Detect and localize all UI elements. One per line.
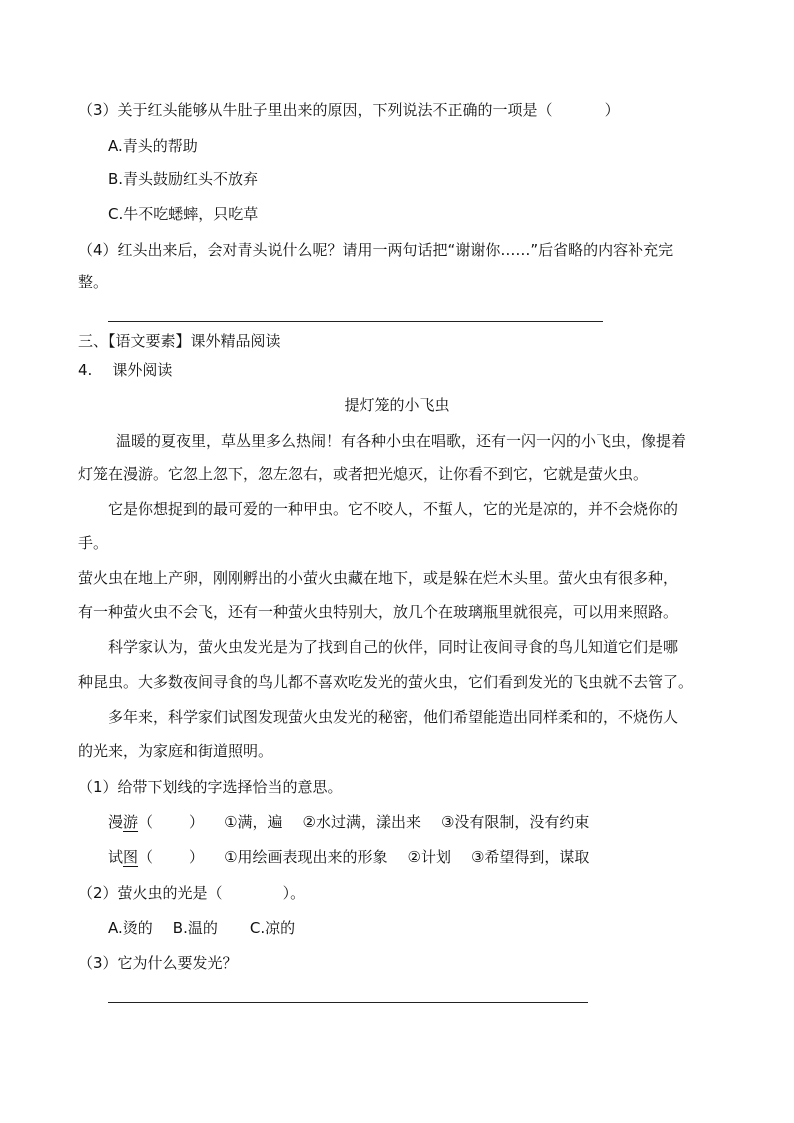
item-heading: [78, 360, 172, 380]
sub2-options: [108, 918, 295, 938]
paren-open: （: [138, 848, 154, 866]
word-manyou: 漫游: [108, 813, 139, 831]
item-label: 课外阅读: [112, 361, 173, 379]
section-heading: 三、【语文要素】课外精品阅读: [78, 332, 281, 350]
sub1-row1-option-1[interactable]: ①满，遍: [224, 813, 283, 831]
paren-close: ）: [189, 813, 205, 831]
sub2-option-b[interactable]: B.温的: [172, 919, 218, 937]
passage-p5-line2: 的光来，为家庭和街道照明。: [78, 742, 274, 760]
passage-p4-line2: 种昆虫。大多数夜间寻食的鸟儿都不喜欢吃发光的萤火虫，它们看到发光的飞虫就不去管了。: [78, 673, 694, 691]
q3-option-b[interactable]: B.青头鼓励红头不放弃: [108, 170, 259, 188]
word-shitu: 试图: [108, 848, 139, 866]
passage-p4-line1: 科学家认为，萤火虫发光是为了找到自己的伙伴，同时让夜间寻食的鸟儿知道它们是哪: [108, 638, 679, 656]
q4-number: （4）: [78, 241, 118, 259]
sub2-close: ）。: [282, 884, 306, 902]
sub2-option-a[interactable]: A.烫的: [108, 919, 153, 937]
q4-answer-line[interactable]: [108, 321, 603, 322]
q3-close: ）: [604, 101, 620, 119]
sub1-row2-option-1[interactable]: ①用绘画表现出来的形象: [224, 848, 388, 866]
q4-question-line1: [78, 240, 673, 260]
passage-p1-line1: 温暖的夏夜里，草丛里多么热闹！有各种小虫在唱歌，还有一闪一闪的小飞虫，像提着: [116, 432, 687, 450]
sub3-answer-line[interactable]: [108, 1002, 588, 1003]
sub2-question: [78, 883, 305, 903]
paren-open: （: [138, 813, 154, 831]
q3-question: [78, 100, 620, 120]
sub1-number: （1）: [78, 778, 118, 796]
passage-title: 提灯笼的小飞虫: [344, 396, 450, 414]
sub1-text: 给带下划线的字选择恰当的意思。: [117, 778, 343, 796]
q3-option-c[interactable]: C.牛不吃蟋蟀，只吃草: [108, 205, 259, 223]
sub2-stem: 萤火虫的光是（: [117, 884, 223, 902]
sub1-row2-option-3[interactable]: ③希望得到，谋取: [470, 848, 590, 866]
sub1-row2-option-2[interactable]: ②计划: [407, 848, 451, 866]
passage-p2-line1: 它是你想捉到的最可爱的一种甲虫。它不咬人，不蜇人，它的光是凉的，并不会烧你的: [108, 500, 679, 518]
passage-p3-line1: 萤火虫在地上产卵，刚刚孵出的小萤火虫藏在地下，或是躲在烂木头里。萤火虫有很多种，: [78, 569, 679, 587]
underlined-char: 游: [123, 813, 139, 831]
q3-number: （3）: [78, 101, 118, 119]
passage-p1-line2: 灯笼在漫游。它忽上忽下，忽左忽右，或者把光熄灭，让你看不到它，它就是萤火虫。: [78, 465, 649, 483]
q4-text-line1: 红头出来后，会对青头说什么呢？请用一两句话把“谢谢你……”后省略的内容补充完: [117, 241, 674, 259]
sub1-row1-option-2[interactable]: ②水过满，漾出来: [302, 813, 421, 831]
sub1-row1-option-3[interactable]: ③没有限制，没有约束: [440, 813, 590, 831]
sub1-row-1: [108, 812, 589, 832]
passage-p5-line1: 多年来，科学家们试图发现萤火虫发光的秘密，他们希望能造出同样柔和的，不烧伤人: [108, 708, 679, 726]
passage-p3-line2: 有一种萤火虫不会飞，还有一种萤火虫特别大，放几个在玻璃瓶里就很亮，可以用来照路。: [78, 603, 679, 621]
sub3-number: （3）: [78, 954, 118, 972]
underlined-char: 图: [123, 848, 139, 866]
sub1-row-2: [108, 847, 589, 867]
sub2-number: （2）: [78, 884, 118, 902]
q3-stem: 关于红头能够从牛肚子里出来的原因，下列说法不正确的一项是（: [117, 101, 553, 119]
sub3-text: 它为什么要发光？: [117, 954, 238, 972]
sub2-option-c[interactable]: C.凉的: [249, 919, 296, 937]
item-number: 4.: [78, 361, 93, 379]
sub3-question: [78, 953, 238, 973]
q4-question-line2: 整。: [78, 273, 109, 291]
paren-close: ）: [189, 848, 205, 866]
sub1-question: [78, 777, 343, 797]
q3-option-a[interactable]: A.青头的帮助: [108, 137, 198, 155]
passage-p2-line2: 手。: [78, 534, 109, 552]
